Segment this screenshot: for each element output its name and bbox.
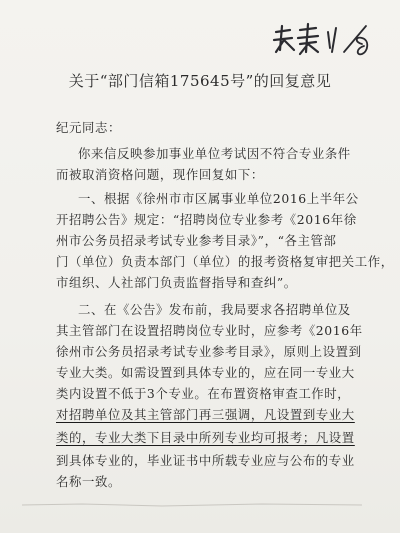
body-line: 开招聘公告》规定：“招聘岗位专业参考《2016年徐 [56,212,357,227]
underlined-line: 类的，专业大类下目录中所列专业均可报考；凡设置 [56,430,355,445]
body-line: 徐州市公务员招录考试专业参考目录》，原则上设置到 [56,344,362,359]
body-line: 二、在《公告》发布前，我局要求各招聘单位及 [78,302,351,317]
underlined-line: 对招聘单位及其主管部门再三强调，凡设置到专业大 [56,407,355,422]
body-line: 州市公务员招录考试专业参考目录》”，“各主管部 [56,233,337,248]
body-line: 市组织、人社部门负责监督指导和查纠”。 [56,275,297,290]
handwritten-signature [270,22,380,58]
document-title: 关于“部门信箱175645号”的回复意见 [68,72,332,90]
body-line: 专业大类。如需设置到具体专业的，应在同一专业大 [56,365,355,380]
body-line: 门（单位）负责本部门（单位）的报考资格复审把关工作， [56,254,394,269]
body-line: 其主管部门在设置招聘岗位专业时，应参考《2016年 [56,323,363,338]
body-line: 类内设置不低于3个专业。在布置资格审查工作时， [56,386,351,401]
body-line: 一、根据《徐州市市区属事业单位2016上半年公 [78,191,359,206]
pen-stroke-mark [22,503,362,507]
body-line: 到具体专业的，毕业证书中所载专业应与公布的专业 [56,453,355,468]
body-line: 你来信反映参加事业单位考试因不符合专业条件 [78,146,351,161]
greeting: 纪元同志： [56,120,121,135]
body-line: 名称一致。 [56,474,121,489]
body-line: 而被取消资格问题，现作回复如下： [56,167,264,182]
